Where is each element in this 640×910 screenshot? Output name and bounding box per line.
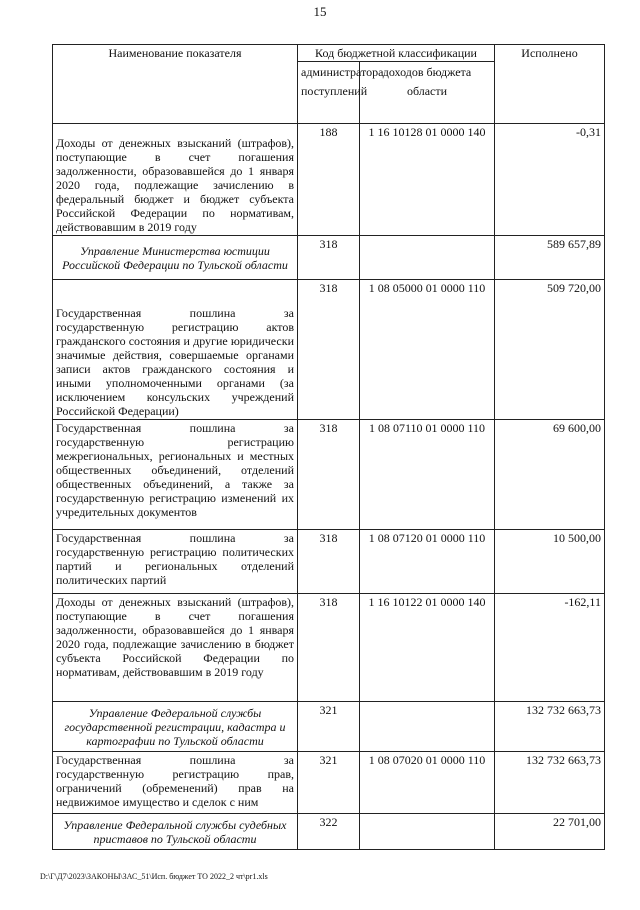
row-name: Доходы от денежных взысканий (штрафов), поступающие в счет погашения задолженности, образовавшейся до 1 января 2020 года, подлежащие зачислению в федеральный бюджет и бюджет субъекта Российской Федерации по нормативам, действовавшим в 2019 году	[53, 124, 298, 236]
header-code-group: Код бюджетной классификации	[298, 45, 495, 62]
row-amount: 509 720,00	[495, 280, 605, 420]
table-row	[53, 530, 605, 594]
row-admin-code: 322	[298, 814, 360, 850]
row-admin-code: 318	[298, 420, 360, 530]
header-revenue: доходов бюджета области	[360, 62, 495, 124]
table-row	[53, 420, 605, 530]
row-admin-code: 318	[298, 280, 360, 420]
row-revenue-code: 1 16 10122 01 0000 140	[360, 594, 495, 702]
row-section-name: Управление Федеральной службы судебных приставов по Тульской области	[53, 814, 298, 850]
row-revenue-code	[360, 814, 495, 850]
row-revenue-code	[360, 702, 495, 752]
row-admin-code: 321	[298, 702, 360, 752]
row-admin-code: 321	[298, 752, 360, 814]
table-row	[53, 702, 605, 752]
row-amount: 132 732 663,73	[495, 752, 605, 814]
row-amount: -162,11	[495, 594, 605, 702]
header-executed: Исполнено	[495, 45, 605, 124]
row-revenue-code: 1 08 07120 01 0000 110	[360, 530, 495, 594]
row-revenue-code: 1 16 10128 01 0000 140	[360, 124, 495, 236]
table-row	[53, 124, 605, 236]
file-path-footer: D:\Г\Д7\2023\ЗАКОНЫ\ЗАС_51\Исп. бюджет ТО 2022_2 чт\pr1.xls	[40, 872, 268, 881]
row-revenue-code: 1 08 05000 01 0000 110	[360, 280, 495, 420]
row-amount: 69 600,00	[495, 420, 605, 530]
row-admin-code: 318	[298, 236, 360, 280]
revenue-table	[52, 44, 605, 850]
row-admin-code: 188	[298, 124, 360, 236]
row-name: Государственная пошлина за государственную регистрацию межрегиональных, региональных и местных общественных объединений, отделений общественных объединений, а также за государственную регистрацию изменений их учредительных документов	[53, 420, 298, 530]
table-row	[53, 594, 605, 702]
row-amount: 132 732 663,73	[495, 702, 605, 752]
header-name: Наименование показателя	[53, 45, 298, 124]
table-row	[53, 814, 605, 850]
header-admin: администратора поступлений	[298, 62, 360, 124]
row-name: Государственная пошлина за государственную регистрацию актов гражданского состояния и другие юридически значимые действия, совершаемые органами записи актов гражданского состояния и иными уполномоченными органами (за исключением консульских учреждений Российской Федерации)	[53, 280, 298, 420]
row-revenue-code: 1 08 07020 01 0000 110	[360, 752, 495, 814]
page-number: 15	[313, 4, 327, 19]
table-row	[53, 236, 605, 280]
table-row	[53, 280, 605, 420]
row-revenue-code: 1 08 07110 01 0000 110	[360, 420, 495, 530]
row-amount: 589 657,89	[495, 236, 605, 280]
table-row	[53, 752, 605, 814]
row-section-name: Управление Федеральной службы государственной регистрации, кадастра и картографии по Тульской области	[53, 702, 298, 752]
row-section-name: Управление Министерства юстиции Российской Федерации по Тульской области	[53, 236, 298, 280]
row-amount: -0,31	[495, 124, 605, 236]
row-amount: 22 701,00	[495, 814, 605, 850]
row-admin-code: 318	[298, 530, 360, 594]
row-name: Доходы от денежных взысканий (штрафов), поступающие в счет погашения задолженности, образовавшейся до 1 января 2020 года, подлежащие зачислению в бюджет субъекта Российской Федерации по нормативам, действовавшим в 2019 году	[53, 594, 298, 702]
row-name: Государственная пошлина за государственную регистрацию политических партий и региональных отделений политических партий	[53, 530, 298, 594]
row-amount: 10 500,00	[495, 530, 605, 594]
row-admin-code: 318	[298, 594, 360, 702]
row-revenue-code	[360, 236, 495, 280]
row-name: Государственная пошлина за государственную регистрацию прав, ограничений (обременений) прав на недвижимое имущество и сделок с ним	[53, 752, 298, 814]
